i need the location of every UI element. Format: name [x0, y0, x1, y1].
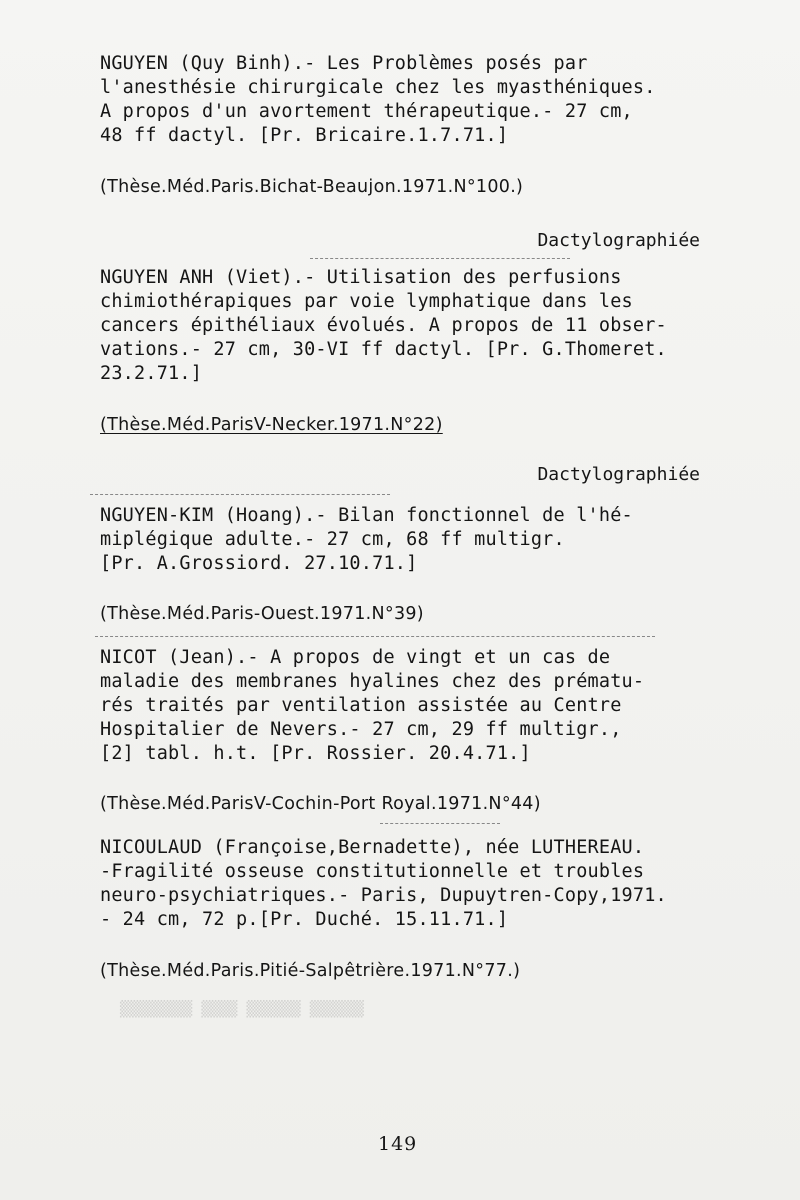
- page-number: 149: [378, 1133, 418, 1155]
- entry-line: - 24 cm, 72 p.[Pr. Duché. 15.11.71.]: [100, 909, 509, 930]
- entry-line: NGUYEN (Quy Binh).- Les Problèmes posés par: [100, 53, 588, 74]
- divider: [310, 258, 570, 259]
- entry-line: -Fragilité osseuse constitutionnelle et troubles: [100, 861, 645, 882]
- entry-line: NICOULAUD (Françoise,Bernadette), née LUTHEREAU.: [100, 837, 645, 858]
- format-note: Dactylographiée: [537, 464, 700, 485]
- bibliography-entry: [100, 52, 720, 148]
- entry-line: neuro-psychiatriques.- Paris, Dupuytren-Copy,1971.: [100, 885, 667, 906]
- entry-line: chimiothérapiques par voie lymphatique dans les: [100, 291, 633, 312]
- thesis-reference: (Thèse.Méd.ParisV-Necker.1971.N°22): [100, 415, 443, 435]
- entry-line: 23.2.71.]: [100, 363, 203, 384]
- bibliography-entry: [100, 646, 720, 766]
- divider: [380, 823, 500, 824]
- entry-line: NGUYEN ANH (Viet).- Utilisation des perfusions: [100, 267, 622, 288]
- thesis-reference: (Thèse.Méd.Paris.Pitié-Salpêtrière.1971.N°77.): [100, 961, 521, 981]
- entry-line: maladie des membranes hyalines chez des prématu-: [100, 671, 645, 692]
- thesis-reference: (Thèse.Méd.ParisV-Cochin-Port Royal.1971.N°44): [100, 794, 541, 814]
- entry-line: [Pr. A.Grossiord. 27.10.71.]: [100, 553, 418, 574]
- entry-line: cancers épithéliaux évolués. A propos de 11 obser-: [100, 315, 667, 336]
- bleed-through-text: ▒▒▒▒▒▒ ▒▒▒▒▒▒ ▒▒▒▒ ▒▒▒▒▒▒▒▒: [120, 1000, 364, 1018]
- entry-line: l'anesthésie chirurgicale chez les myasthéniques.: [100, 77, 656, 98]
- thesis-reference: (Thèse.Méd.Paris.Bichat-Beaujon.1971.N°100.): [100, 177, 524, 197]
- format-note: Dactylographiée: [537, 230, 700, 251]
- bibliography-entry: [100, 504, 720, 576]
- entry-line: Hospitalier de Nevers.- 27 cm, 29 ff multigr.,: [100, 719, 622, 740]
- entry-line: vations.- 27 cm, 30-VI ff dactyl. [Pr. G.Thomeret.: [100, 339, 667, 360]
- entry-line: miplégique adulte.- 27 cm, 68 ff multigr.: [100, 529, 565, 550]
- divider: [90, 494, 390, 495]
- bibliography-entry: [100, 266, 720, 386]
- entry-line: [2] tabl. h.t. [Pr. Rossier. 20.4.71.]: [100, 743, 531, 764]
- divider: [95, 636, 655, 637]
- entry-line: NGUYEN-KIM (Hoang).- Bilan fonctionnel de l'hé-: [100, 505, 633, 526]
- entry-line: A propos d'un avortement thérapeutique.- 27 cm,: [100, 101, 633, 122]
- entry-line: 48 ff dactyl. [Pr. Bricaire.1.7.71.]: [100, 125, 509, 146]
- entry-line: rés traités par ventilation assistée au Centre: [100, 695, 622, 716]
- thesis-reference: (Thèse.Méd.Paris-Ouest.1971.N°39): [100, 604, 424, 624]
- bibliography-entry: [100, 836, 720, 932]
- entry-line: NICOT (Jean).- A propos de vingt et un cas de: [100, 647, 611, 668]
